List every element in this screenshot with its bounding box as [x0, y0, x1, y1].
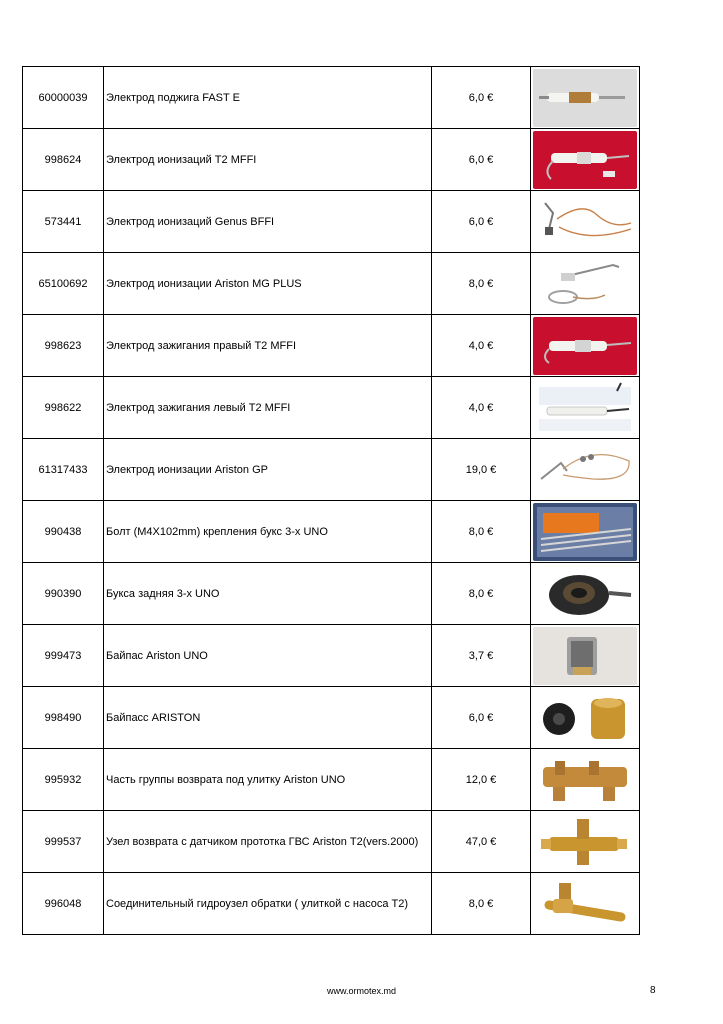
part-name: Букса задняя 3-х UNO [104, 563, 432, 625]
part-code: 61317433 [23, 439, 104, 501]
part-name: Электрод зажигания правый Т2 MFFI [104, 315, 432, 377]
table-row [23, 625, 640, 687]
return-unit-brass-photo [533, 813, 637, 871]
part-code: 999473 [23, 625, 104, 687]
table-row [23, 687, 640, 749]
part-code: 999537 [23, 811, 104, 873]
part-name: Байпас Ariston UNO [104, 625, 432, 687]
page-number: 8 [650, 985, 656, 996]
table-row [23, 129, 640, 191]
part-code: 998490 [23, 687, 104, 749]
table-row [23, 191, 640, 253]
bolts-package-photo [533, 503, 637, 561]
part-code: 65100692 [23, 253, 104, 315]
part-code: 996048 [23, 873, 104, 935]
part-price: 19,0 € [432, 439, 531, 501]
part-price: 6,0 € [432, 67, 531, 129]
footer-url: www.ormotex.md [326, 986, 397, 996]
part-code: 573441 [23, 191, 104, 253]
part-price: 8,0 € [432, 563, 531, 625]
part-price: 3,7 € [432, 625, 531, 687]
price-list-table [22, 66, 640, 935]
table-row [23, 253, 640, 315]
part-price: 6,0 € [432, 129, 531, 191]
part-name: Электрод ионизации Ariston GP [104, 439, 432, 501]
ignition-electrode-photo [533, 69, 637, 127]
table-row [23, 749, 640, 811]
part-price: 4,0 € [432, 377, 531, 439]
part-code: 998624 [23, 129, 104, 191]
part-price: 6,0 € [432, 687, 531, 749]
part-code: 60000039 [23, 67, 104, 129]
part-code: 998622 [23, 377, 104, 439]
ionization-electrode-wire-photo [533, 193, 637, 251]
part-price: 6,0 € [432, 191, 531, 253]
part-price: 8,0 € [432, 873, 531, 935]
part-code: 990438 [23, 501, 104, 563]
part-name: Узел возврата с датчиком прототка ГВС Ariston Т2(vers.2000) [104, 811, 432, 873]
part-name: Байпасс ARISTON [104, 687, 432, 749]
ionization-electrode-photo [533, 255, 637, 313]
part-price: 8,0 € [432, 501, 531, 563]
part-code: 998623 [23, 315, 104, 377]
table-row [23, 315, 640, 377]
return-group-brass-photo [533, 751, 637, 809]
part-name: Болт (М4Х102mm) крепления букс 3-х UNO [104, 501, 432, 563]
part-code: 995932 [23, 749, 104, 811]
part-name: Соединительный гидроузел обратки ( улиткой с насоса Т2) [104, 873, 432, 935]
bypass-parts-photo [533, 689, 637, 747]
rear-bushing-photo [533, 565, 637, 623]
table-row [23, 377, 640, 439]
ionization-electrode-photo [533, 131, 637, 189]
table-row [23, 811, 640, 873]
part-name: Электрод ионизаций Genus BFFI [104, 191, 432, 253]
part-price: 4,0 € [432, 315, 531, 377]
part-name: Электрод поджига FAST E [104, 67, 432, 129]
part-price: 8,0 € [432, 253, 531, 315]
table-row [23, 439, 640, 501]
hydraulic-connector-photo [533, 875, 637, 933]
part-price: 47,0 € [432, 811, 531, 873]
part-name: Электрод ионизаций Т2 MFFI [104, 129, 432, 191]
table-row [23, 873, 640, 935]
table-row [23, 67, 640, 129]
ionization-electrode-cable-photo [533, 441, 637, 499]
part-name: Электрод зажигания левый Т2 MFFI [104, 377, 432, 439]
part-name: Часть группы возврата под улитку Ariston UNO [104, 749, 432, 811]
bypass-valve-photo [533, 627, 637, 685]
table-row [23, 563, 640, 625]
part-name: Электрод ионизации Ariston MG PLUS [104, 253, 432, 315]
ignition-electrode-right-photo [533, 317, 637, 375]
part-price: 12,0 € [432, 749, 531, 811]
part-code: 990390 [23, 563, 104, 625]
ignition-electrode-left-photo [533, 379, 637, 437]
table-row [23, 501, 640, 563]
